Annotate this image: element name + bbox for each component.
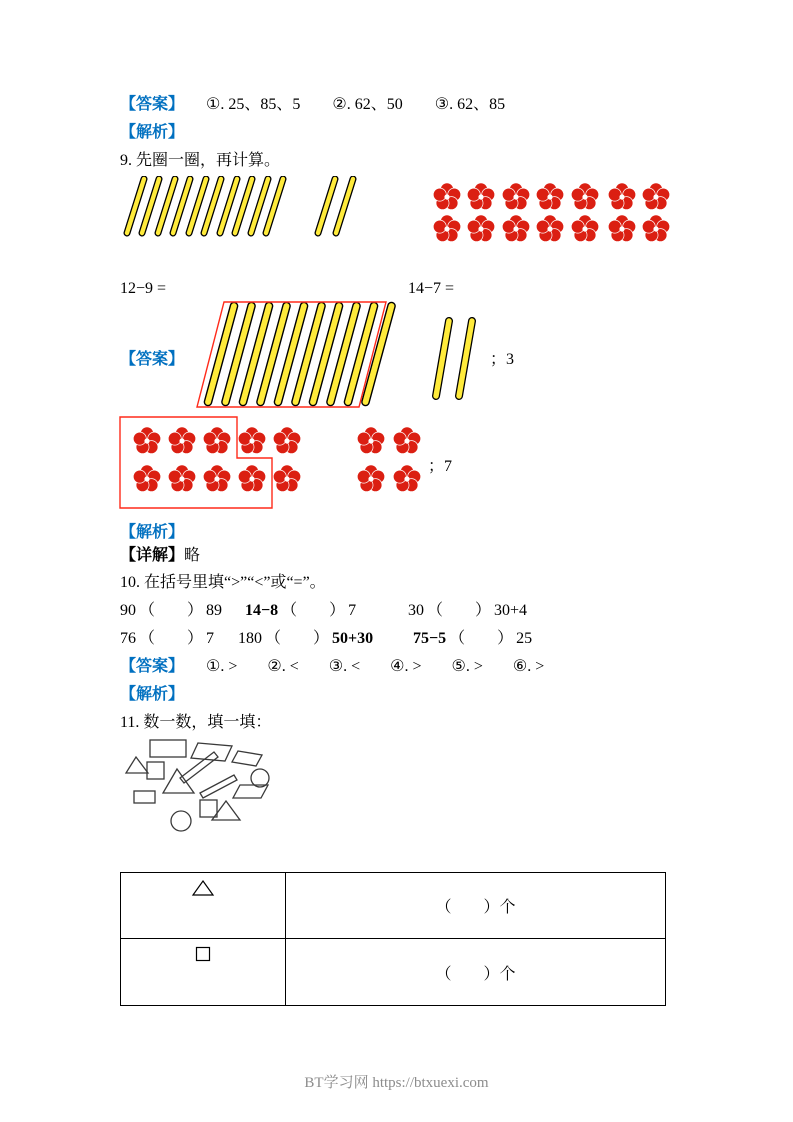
thin-bar-shape bbox=[200, 775, 237, 798]
analysis-label: 【解析】 bbox=[120, 524, 185, 541]
answer-item: ⑥. > bbox=[512, 658, 545, 675]
answer-line-q10 bbox=[120, 653, 570, 676]
answer-item: ③. 62、85 bbox=[434, 96, 506, 113]
table-cell-count bbox=[286, 873, 665, 938]
detail-label: 【详解】 bbox=[120, 547, 185, 564]
answer-item: ①. 25、85、5 bbox=[206, 96, 301, 113]
flowers-figure bbox=[425, 181, 675, 245]
shapes-figure bbox=[120, 733, 305, 838]
flowers-remainder-text: ；7 bbox=[428, 458, 453, 475]
square-shape bbox=[147, 762, 164, 779]
parallelogram-shape bbox=[232, 751, 262, 766]
expression-14-7: 14−7 = bbox=[408, 280, 455, 297]
answer-blank: （ ） bbox=[427, 602, 492, 619]
answer-item: ⑤. > bbox=[451, 658, 483, 675]
count-blank: （ ）个 bbox=[435, 965, 516, 983]
answer-item: ①. > bbox=[206, 658, 238, 675]
triangle-shape bbox=[126, 757, 148, 773]
circle-shape bbox=[251, 769, 269, 787]
answer-item: ②. < bbox=[267, 658, 299, 675]
footer-link[interactable]: BT学习网 https://btxuexi.com bbox=[304, 1075, 489, 1091]
rectangle-shape bbox=[134, 791, 155, 803]
sticks-figure bbox=[118, 176, 368, 240]
answer-blank: （ ） bbox=[281, 602, 346, 619]
comparison-item: 75−5 （ ） 25 bbox=[413, 630, 533, 647]
answer-blank: （ ） bbox=[139, 630, 204, 647]
footer bbox=[0, 1071, 793, 1092]
analysis-label: 【解析】 bbox=[120, 124, 185, 141]
answer-label: 【答案】 bbox=[120, 351, 185, 368]
circle-shape bbox=[171, 811, 191, 831]
square-shape bbox=[200, 800, 217, 817]
answer-flowers-figure bbox=[118, 413, 448, 513]
detail-line bbox=[120, 542, 200, 565]
comparison-item: 76 （ ） 7 bbox=[120, 630, 215, 647]
answer-blank: （ ） bbox=[449, 630, 514, 647]
answer-blank: （ ） bbox=[265, 630, 330, 647]
analysis-label: 【解析】 bbox=[120, 686, 185, 703]
square-icon bbox=[194, 945, 212, 963]
comparison-item: 180 （ ） 50+30 bbox=[238, 630, 374, 647]
table-row bbox=[121, 873, 665, 939]
comparison-item: 90 （ ） 89 bbox=[120, 602, 223, 619]
answer-label: 【答案】 bbox=[120, 658, 185, 675]
comparison-item: 14−8 （ ） 7 bbox=[245, 602, 357, 619]
question-10-title: 10. 在括号里填“>”“<”或“=”。 bbox=[120, 574, 326, 591]
table-cell-count bbox=[286, 939, 665, 1005]
answer-item: ③. < bbox=[328, 658, 361, 675]
detail-text: 略 bbox=[184, 547, 201, 564]
answer-blank: （ ） bbox=[139, 602, 204, 619]
rectangle-shape bbox=[150, 740, 186, 757]
answer-item: ④. > bbox=[390, 658, 422, 675]
count-blank: （ ）个 bbox=[435, 899, 516, 916]
question-11-title: 11. 数一数，填一填： bbox=[120, 714, 272, 731]
parallelogram-shape bbox=[191, 743, 232, 761]
table-cell-shape bbox=[121, 939, 286, 1005]
comparison-item: 30 （ ） 30+4 bbox=[408, 602, 528, 619]
table-cell-shape bbox=[121, 873, 286, 938]
count-table bbox=[120, 872, 666, 1006]
triangle-shape bbox=[163, 769, 194, 793]
table-row bbox=[121, 939, 665, 1005]
answer-label: 【答案】 bbox=[120, 96, 185, 113]
sticks-remainder-text: ；3 bbox=[490, 351, 515, 368]
triangle-icon bbox=[190, 879, 216, 897]
answer-line-q8 bbox=[120, 91, 533, 114]
expression-12-9: 12−9 = bbox=[120, 280, 167, 297]
question-9-title: 9. 先圈一圈，再计算。 bbox=[120, 152, 281, 169]
answer-item: ②. 62、50 bbox=[332, 96, 403, 113]
